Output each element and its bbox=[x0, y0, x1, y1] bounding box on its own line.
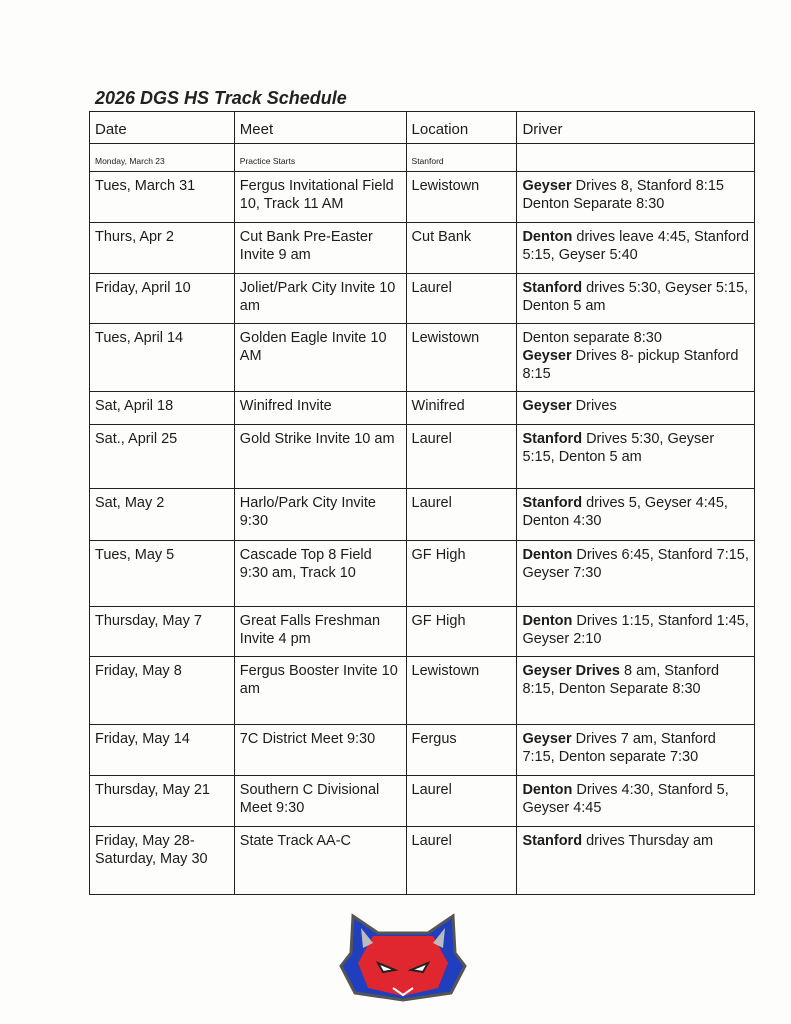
meet-cell: Winifred Invite bbox=[234, 392, 406, 425]
date-cell: Tues, April 14 bbox=[90, 324, 235, 392]
date-cell: Tues, March 31 bbox=[90, 172, 235, 223]
location-cell: GF High bbox=[406, 607, 517, 657]
location-cell: Laurel bbox=[406, 489, 517, 541]
driver-cell bbox=[517, 776, 755, 827]
driver-line bbox=[522, 494, 749, 530]
header-date: Date bbox=[90, 112, 235, 144]
driver-line bbox=[522, 177, 749, 213]
meet-cell: Gold Strike Invite 10 am bbox=[234, 425, 406, 489]
header-meet: Meet bbox=[234, 112, 406, 144]
meet-cell: Fergus Booster Invite 10 am bbox=[234, 657, 406, 725]
driver-line bbox=[522, 730, 749, 766]
location-cell: Laurel bbox=[406, 827, 517, 895]
meet-cell: Practice Starts bbox=[234, 144, 406, 172]
driver-cell bbox=[517, 324, 755, 392]
date-cell: Friday, May 8 bbox=[90, 657, 235, 725]
table-row bbox=[90, 392, 755, 425]
location-cell: Laurel bbox=[406, 425, 517, 489]
driver-line bbox=[522, 781, 749, 817]
date-cell: Friday, April 10 bbox=[90, 274, 235, 324]
location-cell: Stanford bbox=[406, 144, 517, 172]
table-row bbox=[90, 657, 755, 725]
driver-name: Stanford bbox=[522, 431, 583, 447]
driver-text: 8 am, Stanford 8:15, Denton Separate 8:30 bbox=[522, 663, 720, 697]
driver-cell bbox=[517, 392, 755, 425]
driver-name: Stanford bbox=[522, 280, 583, 296]
driver-cell bbox=[517, 223, 755, 274]
table-row bbox=[90, 172, 755, 223]
location-cell: Laurel bbox=[406, 776, 517, 827]
table-row bbox=[90, 489, 755, 541]
date-cell: Thursday, May 7 bbox=[90, 607, 235, 657]
driver-line bbox=[522, 347, 749, 383]
driver-name: Geyser bbox=[522, 398, 572, 414]
driver-text: drives 5:30, Geyser 5:15, Denton 5 am bbox=[522, 280, 749, 314]
location-cell: Winifred bbox=[406, 392, 517, 425]
driver-cell bbox=[517, 172, 755, 223]
date-cell: Sat., April 25 bbox=[90, 425, 235, 489]
wildcat-logo bbox=[333, 908, 473, 1003]
date-cell: Monday, March 23 bbox=[90, 144, 235, 172]
meet-cell: 7C District Meet 9:30 bbox=[234, 725, 406, 776]
driver-line bbox=[522, 612, 749, 648]
table-row bbox=[90, 425, 755, 489]
driver-line bbox=[522, 279, 749, 315]
driver-text: Drives 6:45, Stanford 7:15, Geyser 7:30 bbox=[522, 547, 749, 581]
table-row bbox=[90, 144, 755, 172]
driver-name: Geyser Drives bbox=[522, 663, 620, 679]
meet-cell: Southern C Divisional Meet 9:30 bbox=[234, 776, 406, 827]
schedule-table bbox=[89, 111, 755, 895]
driver-name: Geyser bbox=[522, 178, 572, 194]
driver-text: drives 5, Geyser 4:45, Denton 4:30 bbox=[522, 495, 728, 529]
page-title: 2026 DGS HS Track Schedule bbox=[95, 88, 347, 108]
driver-name: Denton bbox=[522, 547, 573, 563]
date-cell: Sat, May 2 bbox=[90, 489, 235, 541]
table-row bbox=[90, 607, 755, 657]
driver-name: Denton bbox=[522, 613, 573, 629]
driver-line bbox=[522, 662, 749, 698]
meet-cell: Golden Eagle Invite 10 AM bbox=[234, 324, 406, 392]
header-driver: Driver bbox=[517, 112, 755, 144]
driver-cell bbox=[517, 274, 755, 324]
meet-cell: Harlo/Park City Invite 9:30 bbox=[234, 489, 406, 541]
table-row bbox=[90, 541, 755, 607]
header-location: Location bbox=[406, 112, 517, 144]
driver-name: Stanford bbox=[522, 833, 583, 849]
table-row bbox=[90, 274, 755, 324]
driver-line bbox=[522, 397, 749, 415]
meet-cell: Great Falls Freshman Invite 4 pm bbox=[234, 607, 406, 657]
date-cell: Friday, May 28-Saturday, May 30 bbox=[90, 827, 235, 895]
driver-cell bbox=[517, 657, 755, 725]
driver-name: Geyser bbox=[522, 348, 572, 364]
meet-cell: State Track AA-C bbox=[234, 827, 406, 895]
driver-line bbox=[522, 329, 749, 347]
driver-name: Geyser bbox=[522, 731, 572, 747]
header-row bbox=[90, 112, 755, 144]
location-cell: GF High bbox=[406, 541, 517, 607]
driver-cell bbox=[517, 144, 755, 172]
table-row bbox=[90, 776, 755, 827]
date-cell: Friday, May 14 bbox=[90, 725, 235, 776]
driver-cell bbox=[517, 607, 755, 657]
location-cell: Lewistown bbox=[406, 172, 517, 223]
driver-line bbox=[522, 832, 749, 850]
location-cell: Cut Bank bbox=[406, 223, 517, 274]
driver-cell bbox=[517, 827, 755, 895]
driver-text: Denton separate 8:30 bbox=[522, 330, 662, 346]
driver-cell bbox=[517, 541, 755, 607]
driver-text: Drives 4:30, Stanford 5, Geyser 4:45 bbox=[522, 782, 729, 816]
table-row bbox=[90, 725, 755, 776]
location-cell: Laurel bbox=[406, 274, 517, 324]
driver-text: Drives 1:15, Stanford 1:45, Geyser 2:10 bbox=[522, 613, 749, 647]
location-cell: Fergus bbox=[406, 725, 517, 776]
driver-cell bbox=[517, 725, 755, 776]
driver-name: Denton bbox=[522, 782, 573, 798]
table-row bbox=[90, 324, 755, 392]
date-cell: Sat, April 18 bbox=[90, 392, 235, 425]
driver-line bbox=[522, 546, 749, 582]
driver-line bbox=[522, 430, 749, 466]
driver-text: Drives bbox=[571, 398, 617, 414]
table-row bbox=[90, 223, 755, 274]
table-row bbox=[90, 827, 755, 895]
date-cell: Tues, May 5 bbox=[90, 541, 235, 607]
driver-text: Drives 5:30, Geyser 5:15, Denton 5 am bbox=[522, 431, 715, 465]
driver-name: Denton bbox=[522, 229, 573, 245]
driver-text: Drives 7 am, Stanford 7:15, Denton separate 7:30 bbox=[522, 731, 716, 765]
location-cell: Lewistown bbox=[406, 657, 517, 725]
driver-text: Drives 8- pickup Stanford 8:15 bbox=[522, 348, 739, 382]
driver-cell bbox=[517, 489, 755, 541]
driver-text: drives leave 4:45, Stanford 5:15, Geyser 5:40 bbox=[522, 229, 749, 263]
date-cell: Thurs, Apr 2 bbox=[90, 223, 235, 274]
meet-cell: Cascade Top 8 Field 9:30 am, Track 10 bbox=[234, 541, 406, 607]
meet-cell: Joliet/Park City Invite 10 am bbox=[234, 274, 406, 324]
driver-cell bbox=[517, 425, 755, 489]
driver-text: drives Thursday am bbox=[582, 833, 714, 849]
driver-name: Stanford bbox=[522, 495, 583, 511]
driver-text: Drives 8, Stanford 8:15 Denton Separate 8:30 bbox=[522, 178, 724, 212]
meet-cell: Fergus Invitational Field 10, Track 11 AM bbox=[234, 172, 406, 223]
location-cell: Lewistown bbox=[406, 324, 517, 392]
date-cell: Thursday, May 21 bbox=[90, 776, 235, 827]
driver-line bbox=[522, 228, 749, 264]
meet-cell: Cut Bank Pre-Easter Invite 9 am bbox=[234, 223, 406, 274]
